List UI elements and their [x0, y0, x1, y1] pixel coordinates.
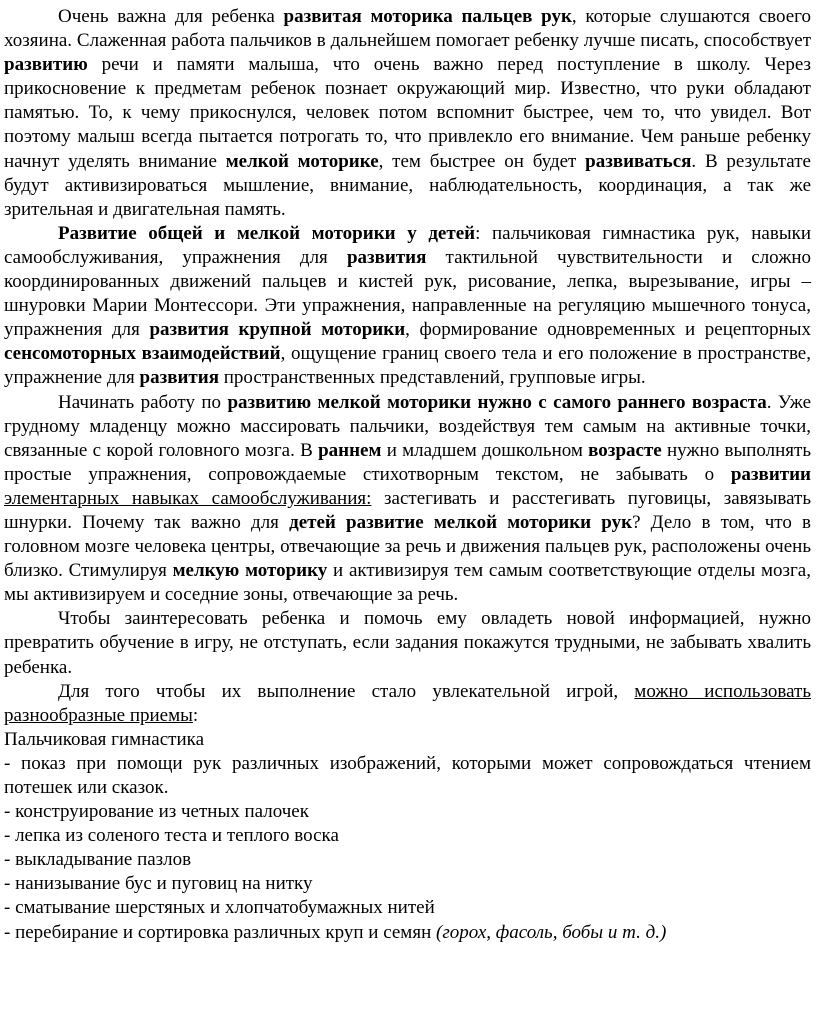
text-run: - перебирание и сортировка различных круп и семян: [4, 921, 436, 943]
text-run: . Уже грудному младенцу можно массировать пальчики, воздействуя тем самым на активные точки, связанные с корой головного мозга. В: [4, 391, 811, 461]
paragraph: [4, 607, 811, 679]
bold-text-run: развития крупной моторики: [149, 319, 406, 341]
bold-text-run: развитию: [4, 54, 88, 76]
bold-text-run: мелкую моторику: [172, 560, 328, 582]
text-run: , формирование одновременных и рецепторных: [405, 319, 811, 341]
italic-text-run: (горох, фасоль, бобы и т. д.): [436, 921, 667, 943]
text-run: , которые слушаются своего хозяина. Слаженная работа пальчиков в дальнейшем помогает ребенку лучше писать, способствует: [4, 6, 811, 52]
bold-text-run: возрасте: [588, 439, 662, 461]
text-run: и младшем дошкольном: [381, 439, 589, 461]
text-run: нужно выполнять простые упражнения, сопровождаемые стихотворным текстом, не забывать о: [4, 439, 811, 485]
paragraph: [4, 896, 811, 920]
bold-text-run: развития: [139, 367, 219, 389]
text-run: , тем быстрее он будет: [378, 150, 586, 172]
paragraph: [4, 921, 811, 945]
paragraph: [4, 848, 811, 872]
text-run: речи и памяти малыша, что очень важно перед поступление в школу. Через прикосновение к предметам ребенок познает окружающий мир. Известно, что руки обладают памятью. То, к чему прикоснулся, человек потом вспомнит быстрее, чем то, что увидел. Вот поэтому малыш всегда пытается потрогать то, что привлекло его внимание. Чем раньше ребенку начнут уделять внимание: [4, 54, 811, 172]
text-run: - лепка из соленого теста и теплого воска: [4, 825, 339, 847]
bold-text-run: развития: [346, 246, 427, 268]
document-body: [4, 5, 811, 945]
text-run: - нанизывание бус и пуговиц на нитку: [4, 873, 313, 895]
text-run: тактильной чувствительности и сложно координированных движений пальцев и кистей рук, рисование, лепка, вырезывание, игры – шнуровки Марии Монтессори. Эти упражнения, направленные на регуляцию мышечного тонуса, упражнения для: [4, 246, 811, 341]
paragraph: [4, 680, 811, 728]
text-run: - выкладывание пазлов: [4, 849, 192, 871]
paragraph: [4, 222, 811, 391]
text-run: . В результате будут активизироваться мышление, внимание, наблюдательность, координация, а так же зрительная и двигательная память.: [4, 150, 811, 220]
paragraph: [4, 752, 811, 800]
underlined-text-run: можно использовать разнообразные приемы: [4, 680, 812, 726]
bold-text-run: раннем: [318, 439, 382, 461]
text-run: Для того чтобы их выполнение стало увлекательной игрой,: [58, 680, 635, 702]
bold-text-run: Развитие общей и мелкой моторики у детей: [58, 222, 476, 244]
text-run: - показ при помощи рук различных изображений, которыми может сопровождаться чтением потешек или сказок.: [4, 752, 811, 798]
paragraph: [4, 872, 811, 896]
bold-text-run: развиваться: [585, 150, 692, 172]
text-run: Чтобы заинтересовать ребенка и помочь ему овладеть новой информацией, нужно превратить обучение в игру, не отступать, если задания покажутся трудными, не забывать хвалить ребенка.: [4, 608, 811, 678]
text-run: и активизируя тем самым соответствующие отделы мозга, мы активизируем и соседние зоны, отвечающие за речь.: [4, 560, 811, 606]
bold-text-run: сенсомоторных взаимодействий: [4, 343, 281, 365]
paragraph: [4, 391, 811, 608]
text-run: застегивать и расстегивать пуговицы, завязывать шнурки. Почему так важно для: [4, 487, 811, 533]
text-run: : пальчиковая гимнастика рук, навыки самообслуживания, упражнения для: [4, 222, 811, 268]
bold-text-run: развитию мелкой моторики нужно с самого раннего возраста: [227, 391, 767, 413]
underlined-text-run: элементарных навыках самообслуживания:: [4, 487, 372, 509]
text-run: :: [192, 704, 199, 726]
text-run: Начинать работу по: [58, 391, 228, 413]
text-run: - конструирование из четных палочек: [4, 801, 309, 823]
paragraph: [4, 824, 811, 848]
bold-text-run: развитии: [730, 463, 811, 485]
bold-text-run: детей развитие мелкой моторики рук: [289, 511, 633, 533]
bold-text-run: мелкой моторике: [225, 150, 379, 172]
bold-text-run: развитая моторика пальцев рук: [283, 6, 572, 27]
paragraph: [4, 5, 811, 222]
paragraph: [4, 728, 811, 752]
text-run: Пальчиковая гимнастика: [4, 728, 205, 750]
text-run: пространственных представлений, групповые игры.: [218, 367, 646, 389]
text-run: Очень важна для ребенка: [58, 6, 284, 27]
text-run: , ощущение границ своего тела и его положение в пространстве, упражнение для: [4, 343, 811, 389]
text-run: ? Дело в том, что в головном мозге человека центры, отвечающие за речь и движения пальцев рук, расположены очень близко. Стимулируя: [4, 511, 811, 582]
paragraph: [4, 800, 811, 824]
text-run: - сматывание шерстяных и хлопчатобумажных нитей: [4, 897, 435, 919]
